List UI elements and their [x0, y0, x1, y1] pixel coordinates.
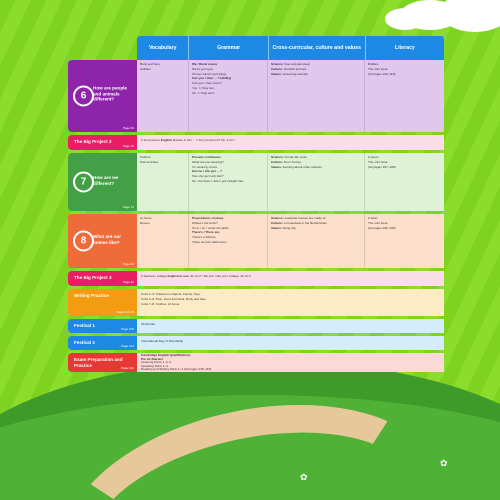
cloud — [385, 8, 425, 30]
vocab-item: Abilities — [140, 66, 151, 71]
writing-line: Units 1–3: Classroom objects, Family, Toys — [141, 292, 200, 296]
cross-line: Culture: life in Turkey — [271, 159, 302, 164]
header-cross-curricular: Cross-curricular, culture and values — [269, 36, 366, 60]
vocab-cell — [137, 60, 189, 132]
grammar-line: Has she got curly hair? — [192, 174, 224, 179]
vocab-item: Body and face — [140, 62, 160, 66]
cross-curricular-cell — [268, 214, 365, 268]
grammar-cell — [189, 214, 268, 268]
vocab-item: Rooms — [140, 220, 150, 225]
exam-line: Listening Parts 1, 3–4 — [141, 360, 171, 365]
grammar-line: It's in / on / under the table. — [192, 225, 230, 230]
grammar-line: Prepositions of place — [192, 216, 224, 220]
exam-line: Pre A1 Starters — [141, 356, 164, 361]
vocab-cell — [137, 153, 189, 211]
grammar-line: No, I / they can't. — [192, 90, 216, 95]
literacy-cell — [365, 60, 444, 132]
unit-number: 7 — [73, 172, 94, 193]
syllabus-table — [68, 36, 444, 372]
literacy-line: (All pages 109–110) — [368, 71, 396, 76]
unit-6-row — [68, 60, 444, 132]
cross-line: Values: protecting animals — [271, 71, 308, 76]
page-ref: Page 82 — [122, 262, 134, 266]
cross-line: Science: materials houses are made of — [271, 216, 326, 220]
grammar-line: Yes, I / they can. — [192, 85, 215, 90]
festival-1-row — [68, 319, 444, 333]
cross-line: Science: human life cycle — [271, 155, 307, 159]
header-vocabulary: Vocabulary — [137, 36, 189, 60]
grammar-line: Horses haven't got wings — [192, 71, 227, 76]
big-project-2-content: A food picture English in use: Is this ... ? Do you picture? No, it isn't — [137, 135, 444, 150]
unit-question: How are we different? — [93, 175, 119, 186]
exam-line: Cambridge English Qualifications — [141, 353, 191, 357]
unit-7-row — [68, 153, 444, 211]
unit-8-label — [68, 214, 137, 268]
exam-line: Speaking Parts 1–4 — [141, 363, 169, 368]
vocab-item: Hair and face — [140, 159, 159, 164]
grammar-line: Has he / she got ... ? — [192, 169, 222, 174]
unit-6-label — [68, 60, 137, 132]
header-grammar: Grammar — [189, 36, 268, 60]
cross-curricular-cell — [268, 60, 365, 132]
literacy-line: A letter — [368, 216, 378, 220]
page-ref: Page 60 — [122, 126, 134, 130]
exam-content — [137, 353, 444, 372]
literacy-line: Riddles — [368, 62, 379, 66]
grammar-line: Present continuous — [192, 155, 221, 159]
section-title: Festival 1 — [74, 323, 95, 328]
literacy-line: (All pages 107–108) — [368, 164, 396, 169]
grammar-line: We've got eyes — [192, 66, 213, 71]
literacy-line: The mini book — [368, 66, 388, 71]
exam-label — [68, 353, 137, 372]
section-title: Festival 2 — [74, 340, 95, 345]
festival-2-row — [68, 336, 444, 350]
grammar-line: There's / There are — [192, 230, 220, 235]
page-ref: Page 100 — [121, 327, 134, 331]
page-ref: Page 70 — [122, 144, 134, 148]
writing-practice-content — [137, 289, 444, 316]
section-title: The Big Project 2 — [74, 139, 112, 144]
grammar-line: Can you / they swim? — [192, 81, 222, 86]
literacy-line: The mini book — [368, 159, 388, 164]
vocab-cell — [137, 214, 189, 268]
grammar-line: No, she hasn't. She's got straight hair. — [192, 178, 244, 183]
literacy-line: A poem — [368, 155, 379, 159]
unit-number: 6 — [73, 86, 94, 107]
big-project-2-label — [68, 135, 137, 150]
grammar-line: We / Rural nouns — [192, 62, 218, 66]
grammar-cell — [189, 60, 268, 132]
writing-line: Units 7–8: Clothes, At home — [141, 301, 180, 306]
flower-icon: ✿ — [300, 472, 308, 482]
big-project-3-content: A bedroom collage English in use: So do I! / Me too! / like your collage. So do I! — [137, 271, 444, 286]
page-ref: Page 72 — [122, 205, 134, 209]
festival-2-label — [68, 336, 137, 350]
exam-line: Reading and Writing Parts 1–4 (All pages 135–118) — [141, 367, 212, 372]
writing-practice-label — [68, 289, 137, 316]
unit-7-label — [68, 153, 137, 211]
cross-line: Culture: Scottish animals — [271, 66, 307, 71]
page-ref: Pages 94–99 — [116, 310, 134, 314]
grammar-line: There are two bathrooms. — [192, 239, 228, 244]
cross-line: Science: how animals sleep — [271, 62, 311, 66]
grammar-line: Where's the book? — [192, 220, 218, 225]
festival-1-content: Christmas — [137, 319, 444, 333]
page-ref: Page 102 — [121, 366, 134, 370]
flower-icon: ✿ — [440, 458, 448, 468]
cloud — [440, 0, 500, 32]
section-title: The Big Project 3 — [74, 275, 112, 280]
grammar-line: What are you wearing? — [192, 159, 224, 164]
unit-question: What are our homes like? — [93, 234, 122, 245]
festival-1-label — [68, 319, 137, 333]
section-title: Exam Preparation and Practice — [74, 357, 123, 368]
cross-line: Values: being tidy — [271, 225, 296, 230]
page-ref: Page 92 — [122, 280, 134, 284]
grammar-line: I'm wearing shorts. — [192, 164, 218, 169]
grammar-cell — [189, 153, 268, 211]
grammar-line: There's a kitchen. — [192, 235, 217, 240]
section-title: Writing Practice — [74, 293, 109, 298]
cross-curricular-cell — [268, 153, 365, 211]
literacy-cell — [365, 214, 444, 268]
festival-2-content: International Day of Friendship — [137, 336, 444, 350]
unit-question: How are people and animals different? — [93, 85, 127, 103]
cross-line: Culture: a houseboat in the Netherlands — [271, 220, 327, 225]
table-header — [137, 36, 444, 60]
unit-number: 8 — [73, 231, 94, 252]
vocab-item: Clothes — [140, 155, 151, 159]
literacy-cell — [365, 153, 444, 211]
exam-row — [68, 353, 444, 372]
header-literacy: Literacy — [394, 45, 415, 51]
cross-line: Values: learning about other cultures — [271, 164, 322, 169]
literacy-line: (All pages 105–106) — [368, 225, 396, 230]
vocab-item: At home — [140, 216, 152, 220]
page-ref: Page 101 — [121, 344, 134, 348]
literacy-line: The mini book — [368, 220, 388, 225]
unit-8-row — [68, 214, 444, 268]
grammar-line: Can you / they ... ? (ability) — [192, 76, 232, 81]
big-project-2-row — [68, 135, 444, 150]
writing-practice-row — [68, 289, 444, 316]
big-project-3-label — [68, 271, 137, 286]
writing-line: Units 4–6: Pets, Food and drink, Body and face — [141, 296, 206, 301]
big-project-3-row — [68, 271, 444, 286]
